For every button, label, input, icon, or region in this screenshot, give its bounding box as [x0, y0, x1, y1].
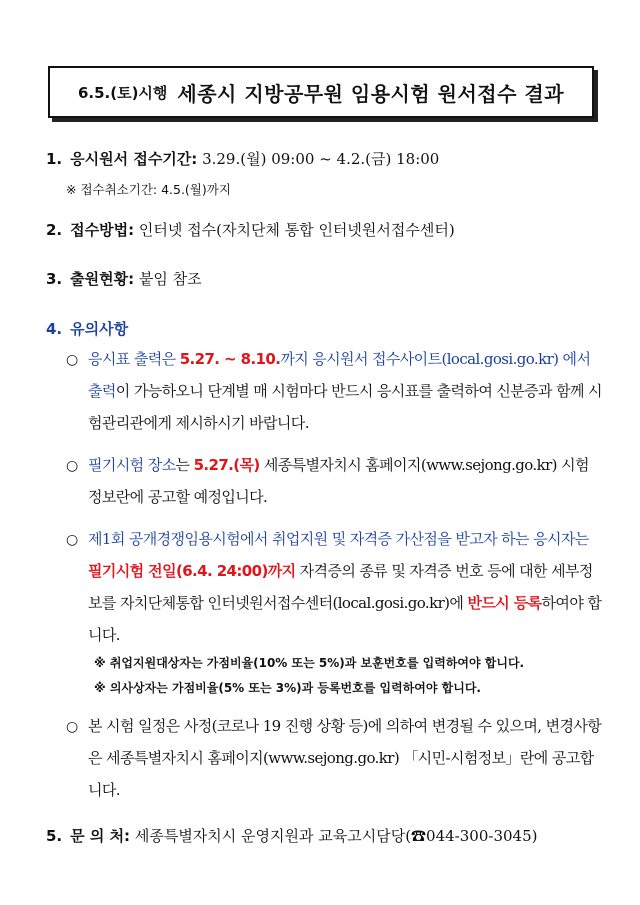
- righteous-casualty-note: ※ 의사상자는 가점비율(5% 또는 3%)과 등록번호를 입력하여야 합니다.: [94, 681, 481, 695]
- section-label: 유의사항: [70, 320, 129, 338]
- section-contact: [46, 825, 537, 846]
- text-segment: 필기시험 장소: [88, 456, 176, 474]
- exam-location-date: 5.27.(목): [193, 456, 260, 474]
- section-label: 문 의 처:: [70, 827, 131, 845]
- note-exam-location: [88, 449, 602, 513]
- section-number: 3.: [46, 270, 63, 288]
- section-label: 출원현황:: [70, 270, 135, 288]
- page-title: 세종시 지방공무원 임용시험 원서접수 결과: [177, 81, 565, 106]
- section-label: 접수방법:: [70, 221, 135, 239]
- note-schedule-change: 본 시험 일정은 사정(코로나 19 진행 상황 등)에 의하여 변경될 수 있으며, 변경사항은 세종특별자치시 홈페이지(www.sejong.go.kr) 「시민-시험정보」란에 공고합니다.: [88, 717, 602, 799]
- title-box: [48, 66, 594, 118]
- section-application-method: [46, 219, 455, 240]
- text-segment: 제1회 공개경쟁임용시험에서 취업지원 및 자격증 가산점을 받고자 하는 응시자는: [88, 530, 589, 548]
- ticket-print-period: 5.27. ~ 8.10.: [179, 350, 281, 368]
- text-segment: 자격증의 종류 및 자격증 번호 등에 대한 세부정보를 자치단체통합 인터넷원서접수센터(local.gosi.go.kr)에: [88, 562, 593, 612]
- mandatory-registration: 반드시 등록: [467, 594, 542, 612]
- application-method-value: 인터넷 접수(자치단체 통합 인터넷원서접수센터): [138, 221, 455, 239]
- bullet-icon: ○: [66, 458, 79, 474]
- text-segment: 까지 응시원서 접수사이트(local.gosi.go.kr) 에서 출력: [88, 350, 591, 400]
- title-prefix: 6.5.(토)시행: [77, 83, 168, 102]
- note-admission-ticket: [88, 343, 602, 439]
- section-notes: [46, 318, 128, 339]
- section-application-period: [46, 148, 439, 169]
- section-number: 5.: [46, 827, 63, 845]
- text-segment: 는: [175, 456, 194, 474]
- text-segment: 응시표 출력은: [88, 350, 180, 368]
- applicant-status-value: 붙임 참조: [138, 270, 202, 288]
- text-segment: 세종특별자치시 홈페이지(www.sejong.go.kr) 시험정보란에 공고할 예정입니다.: [88, 456, 589, 506]
- application-period-value: 3.29.(월) 09:00 ~ 4.2.(금) 18:00: [202, 150, 440, 168]
- section-number: 2.: [46, 221, 63, 239]
- bullet-icon: ○: [66, 352, 79, 368]
- section-number: 1.: [46, 150, 63, 168]
- section-label: 응시원서 접수기간:: [70, 150, 198, 168]
- contact-value: 세종특별자치시 운영지원과 교육고시담당(☎044-300-3045): [134, 827, 538, 845]
- text-segment: 이 가능하오니 단계별 매 시험마다 반드시 응시표를 출력하여 신분증과 함께 시험관리관에게 제시하시기 바랍니다.: [88, 382, 602, 432]
- note-bonus-points: [88, 523, 602, 651]
- bullet-icon: ○: [66, 532, 79, 548]
- employment-support-note: ※ 취업지원대상자는 가점비율(10% 또는 5%)과 보훈번호를 입력하여야 합니다.: [94, 656, 525, 670]
- section-applicant-status: [46, 268, 202, 289]
- registration-deadline: 필기시험 전일(6.4. 24:00)까지: [88, 562, 296, 580]
- section-number: 4.: [46, 320, 63, 338]
- text-segment: 하여야 합니다.: [88, 594, 602, 644]
- bullet-icon: ○: [66, 719, 79, 735]
- cancel-period-note: ※ 접수취소기간: 4.5.(월)까지: [66, 182, 231, 197]
